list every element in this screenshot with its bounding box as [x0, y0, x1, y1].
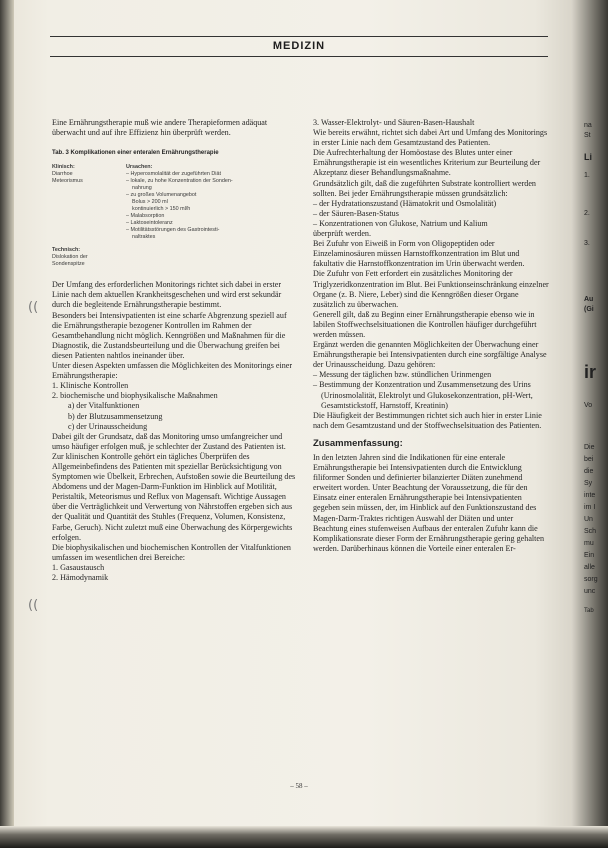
- fragment-text: 2.: [584, 210, 590, 217]
- list-item: – der Hydratationszustand (Hämatokrit und Osmolalität): [313, 198, 497, 208]
- body-paragraph: überprüft werden.: [313, 229, 371, 239]
- table-cell: naltraktes: [132, 234, 156, 241]
- list-item: 1. Klinische Kontrollen: [52, 381, 129, 391]
- header-title: MEDIZIN: [272, 40, 326, 52]
- table-cell: nahrung: [132, 185, 152, 192]
- intro-paragraph: Eine Ernährungstherapie muß wie andere Therapieformen adäquat überwacht und auf ihre Effizienz hin überprüft werden.: [52, 118, 268, 138]
- sub-list-item: a) der Vitalfunktionen: [68, 401, 140, 411]
- table-row-label: Klinisch:: [52, 164, 75, 171]
- fragment-text: Li: [584, 152, 592, 162]
- table-cell: – Motilitätsstörungen des Gastrointesti-: [126, 227, 220, 234]
- right-column: [313, 118, 549, 554]
- body-paragraph: 3. Wasser-Elektrolyt- und Säuren-Basen-Haushalt: [313, 118, 475, 127]
- table-title: Tab. 3 Komplikationen einer enteralen Ernährungstherapie: [52, 150, 219, 157]
- table-cell: Diarrhoe: [52, 171, 73, 178]
- fragment-text: St: [584, 132, 591, 139]
- page-number: – 58 –: [290, 782, 308, 790]
- table-cell: – Hyperosmolalität der zugeführten Diät: [126, 171, 221, 178]
- fragment-text: sorg: [584, 576, 598, 583]
- fragment-text: Au: [584, 296, 594, 303]
- table-cell: – Malabsorption: [126, 213, 165, 220]
- fragment-text: 1.: [584, 172, 590, 179]
- list-item: 2. biochemische und biophysikalische Maßnahmen: [52, 391, 218, 401]
- body-paragraph: Der Umfang des erforderlichen Monitorings richtet sich dabei in erster Linie nach dem aktuellen Krankheitsgeschehen und wird erst sekundär durch die begleitende Ernährungstherapie bestimmt.: [52, 280, 282, 310]
- fragment-text: na: [584, 122, 592, 129]
- page-gutter-shadow: [0, 0, 14, 848]
- body-paragraph: Besonders bei Intensivpatienten ist eine scharfe Abgrenzung speziell auf die Ernährungstherapie bezogener Kontrollen im Rahmen der Gesamtbehandlung nicht möglich. Kenngrößen und Maßnahmen für die Diagnostik, die Zustandsbeurteilung und die Überwachung greifen bei diesen Patienten nahtlos ineinander über.: [52, 310, 287, 360]
- list-item: – Bestimmung der Konzentration und Zusammensetzung des Urins (Urinosmolalität, Elektrolyt und Glukosekonzentration, pH-Wert, Gesamtstickstoff, Harnstoff, Kreatinin): [313, 380, 533, 410]
- fragment-text: alle: [584, 564, 595, 571]
- fragment-text: Die: [584, 444, 595, 451]
- body-paragraph: Die Häufigkeit der Bestimmungen richtet sich auch hier in erster Linie nach dem Gesamtzustand und der Stoffwechselsituation des Patienten.: [313, 410, 542, 430]
- list-item: – Konzentrationen von Glukose, Natrium und Kalium: [313, 218, 488, 228]
- body-paragraph: Ergänzt werden die genannten Möglichkeiten der Überwachung einer Ernährungstherapie bei Intensivpatienten durch eine sorgfältige Analyse der Urinausscheidung. Dazu gehören:: [313, 340, 547, 370]
- body-paragraph: Unter diesen Aspekten umfassen die Möglichkeiten des Monitorings einer Ernährungstherapie:: [52, 361, 293, 381]
- table-cell: – zu großes Volumenangebot: [126, 192, 197, 199]
- next-page-fragment: [580, 0, 608, 848]
- margin-bracket-icon: ((: [28, 300, 39, 315]
- left-column: [52, 118, 296, 583]
- fragment-text: Tab: [584, 608, 594, 614]
- fragment-text: die: [584, 468, 594, 475]
- complications-table: [52, 164, 296, 241]
- list-item: 1. Gasaustausch: [52, 562, 105, 572]
- body-paragraph: Die biophysikalischen und biochemischen Kontrollen der Vitalfunktionen umfassen im wesentlichen drei Bereiche:: [52, 542, 291, 562]
- table-causes-label: Ursachen:: [126, 164, 153, 171]
- list-item: – Messung der täglichen bzw. stündlichen Urinmengen: [313, 370, 492, 380]
- body-paragraph: Dabei gilt der Grundsatz, daß das Monitoring umso umfangreicher und umso häufiger erfolgen muß, je schlechter der Zustand des Patienten ist. Zur klinischen Kontrolle gehört ein tägliches Überprüfen des Allgemeinbefindens des Patienten mit speziellar Berücksichtigung von Symptomen wie Übelkeit, Erbrechen, Aufstoßen sowie die Beurteilung des Abdomens und der Magen-Darm-Funktion im Hinblick auf Motilität, Peristaltik, Meteorismus und Reflux von Magensaft. Wichtige Aussagen über die Verträglichkeit und Verwertung von Nährstoffen ergeben sich aus der Qualität und Quantität des Stuhles (Frequenz, Volumen, Konsistenz, Farbe, Geruch). Nicht zuletzt muß eine Überwachung des Körpergewichts erfolgen.: [52, 431, 296, 542]
- header-rule-top: [50, 36, 548, 37]
- summary-heading: Zusammenfassung:: [313, 437, 403, 449]
- table-cell: Sondenspitze: [52, 261, 85, 268]
- fragment-text: Vo: [584, 402, 593, 409]
- body-paragraph: Bei Zufuhr von Eiweiß in Form von Oligopeptiden oder Einzelaminosäuren müssen Harnstoffkonzentration im Blut und fakultativ die Harnstoffkonzentration im Urin überwacht werden.: [313, 239, 525, 269]
- fragment-text: inte: [584, 492, 596, 499]
- fragment-text: Ein: [584, 552, 595, 559]
- page-bottom-shadow: [0, 826, 608, 848]
- margin-bracket-icon: ((: [28, 598, 39, 613]
- table-cell: kontinuierlich > 150 ml/h: [132, 206, 191, 213]
- fragment-text: Sch: [584, 528, 597, 535]
- summary-paragraph: In den letzten Jahren sind die Indikationen für eine enterale Ernährungstherapie bei Intensivpatienten durch die Entwicklung filiformer Sonden und definierter bilanzierter Diäten zunehmend erweitert worden. Unter Beachtung der Voraussetzung, die für den Einsatz einer enteralen Ernährungstherapie bei Intensivpatienten gegeben sein müssen, der, im Hinblick auf den Funktionszustand des Magen-Darm-Traktes richtigen Auswahl der Diäten und unter Beachtung eines stufenweisen Aufbaus der enteralen Zufuhr kann die Komplikationsrate dieser Form der Ernährungstherapie gering gehalten werden. Darüberhinaus können die Vorteile einer enteralen Er-: [313, 453, 545, 553]
- body-paragraph: Generell gilt, daß zu Beginn einer Ernährungstherapie ebenso wie in labilen Stoffwechselsituationen die Kontrollen häufiger durchgeführt werden müssen.: [313, 309, 537, 339]
- fragment-text: unc: [584, 588, 596, 595]
- fragment-text: mu: [584, 540, 594, 547]
- fragment-text: Sy: [584, 480, 593, 487]
- table-cell: Meteorismus: [52, 178, 83, 185]
- complications-table-technical: [52, 247, 296, 268]
- fragment-text: Un: [584, 516, 593, 523]
- body-paragraph: Wie bereits erwähnt, richtet sich dabei Art und Umfang des Monitorings in erster Linie nach dem Gesamtzustand des Patienten.: [313, 128, 548, 148]
- body-paragraph: Grundsätzlich gilt, daß die zugeführten Substrate kontrolliert werden sollten. Bei jeder Ernährungstherapie müssen grundsätzlich:: [313, 178, 536, 198]
- body-paragraph: Die Aufrechterhaltung der Homöostase des Blutes unter einer Ernährungstherapie ist ein wesentliches Kriterium zur Beurteilung der Akzeptanz dieser Behandlungsmaßnahme.: [313, 148, 541, 178]
- table-cell: – lokale, zu hohe Konzentration der Sonden-: [126, 178, 233, 185]
- list-item: 2. Hämodynamik: [52, 573, 109, 582]
- sub-list-item: b) der Blutzusammensetzung: [68, 411, 163, 421]
- table-cell: Bolus > 200 ml: [132, 199, 168, 206]
- fragment-text: 3.: [584, 240, 590, 247]
- list-item: – der Säuren-Basen-Status: [313, 208, 399, 218]
- table-cell: – Laktoseintoleranz: [126, 220, 173, 227]
- table-row-label: Technisch:: [52, 247, 81, 254]
- body-paragraph: Die Zufuhr von Fett erfordert ein zusätzliches Monitoring der Triglyzeridkonzentration im Blut. Bei Funktionseinschränkung einzelner Organe (z. B. Niere, Leber) sind die Kenngrößen dieser Organe zusätzlich zu überwachen.: [313, 269, 549, 309]
- fragment-text: ir: [584, 362, 597, 382]
- fragment-text: im I: [584, 504, 596, 511]
- table-cell: Dislokation der: [52, 254, 88, 261]
- fragment-text: bei: [584, 456, 594, 463]
- sub-list-item: c) der Urinausscheidung: [68, 421, 148, 431]
- header-rule-bottom: [50, 56, 548, 57]
- fragment-text: (Gi: [584, 306, 594, 313]
